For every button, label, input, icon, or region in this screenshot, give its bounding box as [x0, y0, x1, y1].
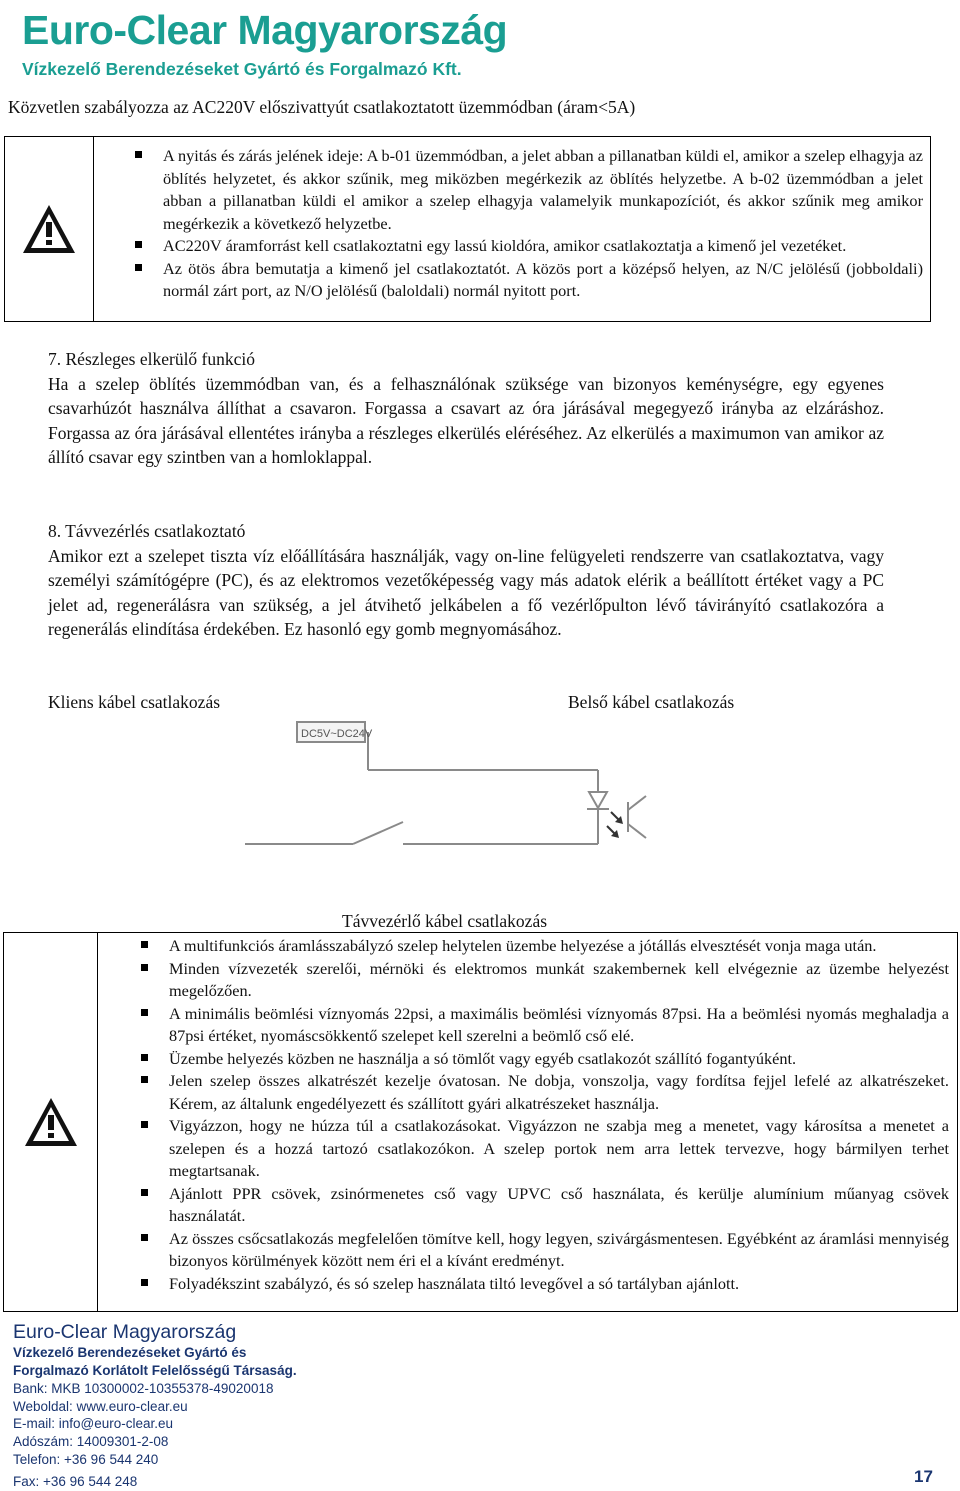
client-cable-label: Kliens kábel csatlakozás: [48, 692, 221, 712]
bullet-icon: [141, 1279, 148, 1286]
list-item: A multifunkciós áramlásszabályzó szelep helytelen üzembe helyezése a jótállás elvesztését vonja maga után.: [141, 935, 949, 958]
brand-title: Euro-Clear Magyarország: [22, 7, 508, 53]
footer-company: Euro-Clear Magyarország: [13, 1321, 237, 1343]
footer-email[interactable]: E-mail: info@euro-clear.eu: [13, 1416, 174, 1432]
brand-header: [22, 4, 622, 79]
page-number: 17: [914, 1467, 933, 1486]
bullet-icon: [141, 1076, 148, 1083]
brand-subtitle: Vízkezelő Berendezéseket Gyártó és Forgalmazó Kft.: [22, 59, 462, 79]
warning-box-1: [4, 136, 931, 322]
warning-icon: [23, 1096, 79, 1148]
list-item: Vigyázzon, hogy ne húzza túl a csatlakozásokat. Vigyázzon ne szabja meg a menetet, vagy károsítsa a menetet a szelepen és a hozzá tartozó csatlakozókon. A szelep portok nem arra lettek tervezve, hogy bármilyen terhet megtartsanak.: [141, 1115, 949, 1183]
list-item: Az összes csőcsatlakozás megfelelően tömítve kell, hogy legyen, szivárgásmentesen. Egyébként az áramlási mennyiség bizonyos körülmények között nem éri el a kívánt eredményt.: [141, 1228, 949, 1273]
bullet-icon: [135, 241, 142, 248]
list-item: Jelen szelep összes alkatrészét kezelje óvatosan. Ne dobja, vonszolja, vagy fordítsa fejjel lefelé az alkatrészeket. Kérem, az általunk engedélyezett és szállított gyári alkatrészeket használja.: [141, 1070, 949, 1115]
bullet-icon: [141, 964, 148, 971]
remote-control-wiring-diagram: [243, 712, 690, 910]
voltage-label: DC5V~DC24V: [301, 728, 373, 740]
warning-list-2: [141, 935, 949, 1295]
bullet-icon: [135, 264, 142, 271]
footer-tax: Adószám: 14009301-2-08: [13, 1434, 169, 1450]
section-7-heading: 7. Részleges elkerülő funkció: [48, 349, 256, 369]
footer-company-line3: Forgalmazó Korlátolt Felelősségű Társaság.: [13, 1363, 297, 1378]
warning-list-1: [135, 145, 923, 303]
bullet-icon: [141, 1234, 148, 1241]
warning-icon: [21, 203, 77, 255]
list-item: Folyadékszint szabályzó, és só szelep használata tiltó levegővel a só tartályban ajánlott.: [141, 1273, 949, 1296]
section-7: [48, 347, 884, 470]
list-item: Az ötös ábra bemutatja a kimenő jel csatlakoztatót. A közös port a középső helyen, az N/C jelölésű (jobboldali) normál zárt port, az N/O jelölésű (baloldali) normál nyitott port.: [135, 258, 923, 303]
warning-icon-cell: [4, 933, 98, 1311]
list-item: Ajánlott PPR csövek, zsinórmenetes cső vagy UPVC cső használata, és kerülje alumínium műanyag csövek használatát.: [141, 1183, 949, 1228]
section-8-heading: 8. Távvezérlés csatlakoztató: [48, 521, 246, 541]
intro-line: Közvetlen szabályozza az AC220V előszivattyút csatlakoztatott üzemmódban (áram<5A): [8, 97, 636, 117]
diagram-caption: Távvezérlő kábel csatlakozás: [342, 911, 548, 931]
bullet-icon: [141, 1189, 148, 1196]
warning-box-2: [3, 932, 958, 1312]
list-item: A nyitás és zárás jelének ideje: A b-01 üzemmódban, a jelet abban a pillanatban küldi el, amikor a szelep elhagyja az öblítés helyzetet, és akkor szűnik, meg miközben megérkezik az öblítés helyzetbe. A b-02 üzemmódban a jelet abban a pillanatban küldi el amikor a szelep elhagyja valamelyik munkapozíciót, és akkor szűnik meg amikor megérkezik a következő helyzetbe.: [135, 145, 923, 235]
bullet-icon: [141, 1121, 148, 1128]
bullet-icon: [141, 1009, 148, 1016]
bullet-icon: [141, 1054, 148, 1061]
footer-web[interactable]: Weboldal: www.euro-clear.eu: [13, 1398, 188, 1414]
bullet-icon: [135, 151, 142, 158]
list-item: Üzembe helyezés közben ne használja a só tömlőt vagy egyéb csatlakozót szállító fogantyúként.: [141, 1048, 949, 1071]
footer-company-line2: Vízkezelő Berendezéseket Gyártó és: [13, 1345, 247, 1360]
section-7-body: Ha a szelep öblítés üzemmódban van, és a felhasználónak szüksége van bizonyos keménységre, egy egyenes csavarhúzót használva állíthat a csavaron. Forgassa a csavart az óra járásával megegyező irányba az elzáráshoz. Forgassa az óra járásával ellentétes irányba a részleges elkerülés eléréséhez. Az elkerülés a maximumon van amikor az állító csavar egy szintben van a homloklappal.: [48, 373, 884, 467]
section-8: [48, 519, 884, 642]
warning-icon-cell: [5, 137, 94, 321]
list-item: A minimális beömlési víznyomás 22psi, a maximális beömlési víznyomás 87psi. Ha a beömlési nyomás meghaladja a 87psi értéket, nyomáscsökkentő szelepet kell szerelni a beömlő cső elé.: [141, 1003, 949, 1048]
list-item: AC220V áramforrást kell csatlakoztatni egy lassú kioldóra, amikor csatlakoztatja a kimenő jel vezetéket.: [135, 235, 923, 258]
section-8-body: Amikor ezt a szelepet tiszta víz előállítására használják, vagy on-line felügyeleti rendszerre van csatlakoztatva, vagy személyi számítógépre (PC), és az elektromos vezetőképesség vagy más adatok elérik a beállított értéket vagy a PC jelet ad, regenerálásra van szükség, a jel átvihető jelkábelen a fő vezérlőpulton lévő távirányító csatlakozóra a regenerálás elindítása érdekében. Ez hasonló egy gomb megnyomásához.: [48, 545, 884, 639]
bullet-icon: [141, 941, 148, 948]
list-item: Minden vízvezeték szerelői, mérnöki és elektromos munkát szakembernek kell elvégeznie az üzembe helyezést megelőzően.: [141, 958, 949, 1003]
footer-fax: Fax: +36 96 544 248: [13, 1473, 138, 1489]
internal-cable-label: Belső kábel csatlakozás: [568, 692, 735, 712]
footer-contact: [13, 1320, 297, 1490]
footer-bank: Bank: MKB 10300002-10355378-49020018: [13, 1381, 274, 1396]
footer-phone: Telefon: +36 96 544 240: [13, 1451, 159, 1467]
